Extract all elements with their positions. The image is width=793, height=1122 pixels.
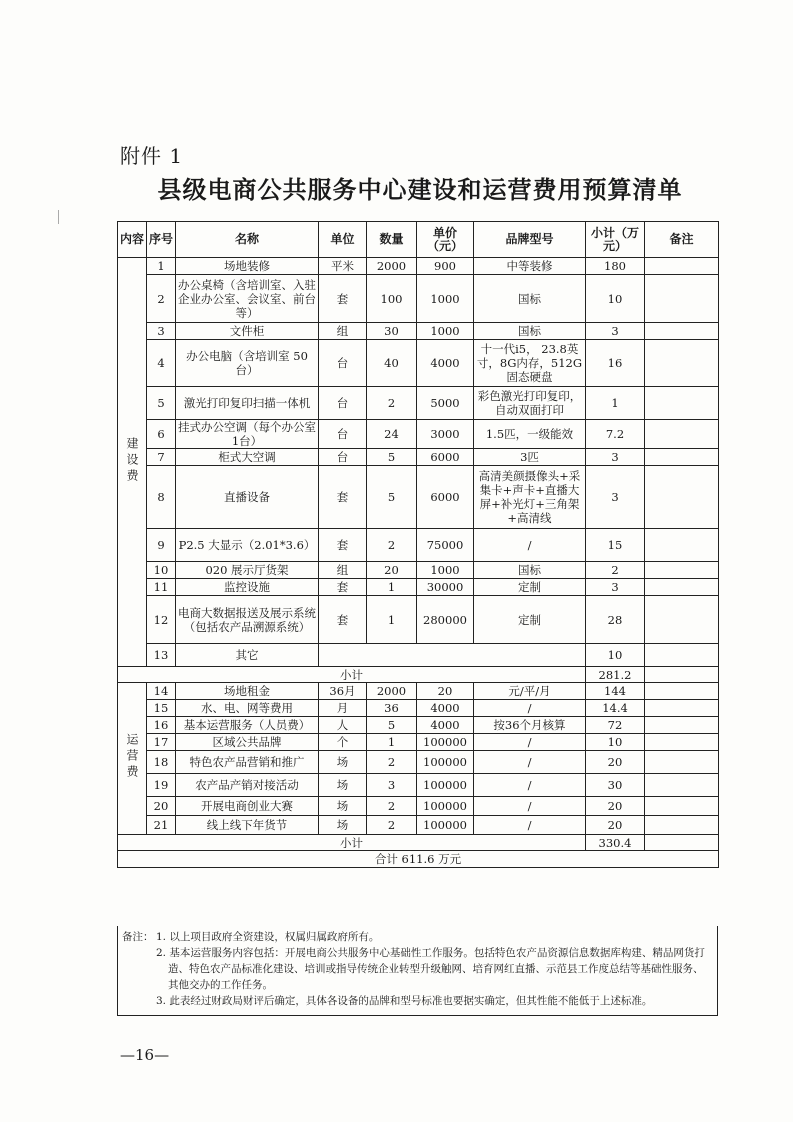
remark-cell xyxy=(645,700,719,717)
name-cell: 区域公共品牌 xyxy=(176,734,319,751)
remark-cell xyxy=(645,734,719,751)
note-item: 3. 此表经过财政局财评后确定，具体各设备的品牌和型号标准也要据实确定，但其性能不能低于上述标准。 xyxy=(156,995,653,1007)
price-cell: 1000 xyxy=(417,323,474,340)
subtotal-cell: 3 xyxy=(586,579,645,596)
brand-cell: 十一代i5， 23.8英寸，8G内存，512G固态硬盘 xyxy=(474,340,586,387)
seq-cell: 5 xyxy=(147,387,176,420)
table-row xyxy=(118,323,719,340)
unit-cell: 组 xyxy=(319,562,367,579)
remark-cell xyxy=(645,717,719,734)
price-cell: 4000 xyxy=(417,340,474,387)
unit-cell: 场 xyxy=(319,751,367,774)
qty-cell: 1 xyxy=(367,579,417,596)
brand-cell: 定制 xyxy=(474,579,586,596)
price-cell: 100000 xyxy=(417,734,474,751)
brand-cell: / xyxy=(474,751,586,774)
table-row xyxy=(118,420,719,449)
table-row xyxy=(118,275,719,323)
price-cell: 900 xyxy=(417,258,474,275)
qty-cell: 5 xyxy=(367,466,417,529)
name-cell: 挂式办公空调（每个办公室1台） xyxy=(176,420,319,449)
qty-cell: 5 xyxy=(367,449,417,466)
remark-cell xyxy=(645,835,719,851)
seq-cell: 7 xyxy=(147,449,176,466)
qty-cell: 2 xyxy=(367,797,417,816)
total-row xyxy=(118,851,719,868)
price-cell: 280000 xyxy=(417,596,474,644)
subtotal-cell: 72 xyxy=(586,717,645,734)
remark-cell xyxy=(645,340,719,387)
subtotal-cell: 10 xyxy=(586,275,645,323)
table-row xyxy=(118,466,719,529)
remark-cell xyxy=(645,774,719,797)
subtotal-cell: 20 xyxy=(586,816,645,835)
brand-cell: 国标 xyxy=(474,275,586,323)
remark-cell xyxy=(645,275,719,323)
remark-cell xyxy=(645,529,719,562)
remark-cell xyxy=(645,420,719,449)
operation-subtotal-row xyxy=(118,835,719,851)
table-row xyxy=(118,449,719,466)
name-cell: 场地装修 xyxy=(176,258,319,275)
subtotal-cell: 1 xyxy=(586,387,645,420)
name-cell: 激光打印复印扫描一体机 xyxy=(176,387,319,420)
subtotal-cell: 14.4 xyxy=(586,700,645,717)
price-cell: 3000 xyxy=(417,420,474,449)
table-body xyxy=(118,258,719,868)
table-row xyxy=(118,751,719,774)
unit-cell: 台 xyxy=(319,387,367,420)
notes-label: 备注： xyxy=(122,931,154,943)
brand-cell: 元/平/月 xyxy=(474,683,586,700)
price-cell: 100000 xyxy=(417,774,474,797)
seq-cell: 6 xyxy=(147,420,176,449)
seq-cell: 8 xyxy=(147,466,176,529)
price-cell: 5000 xyxy=(417,387,474,420)
empty-cell xyxy=(319,644,586,667)
brand-cell: / xyxy=(474,797,586,816)
price-cell: 6000 xyxy=(417,449,474,466)
scan-mark xyxy=(58,210,65,224)
table-row xyxy=(118,700,719,717)
unit-cell: 套 xyxy=(319,275,367,323)
remark-cell xyxy=(645,449,719,466)
unit-cell: 套 xyxy=(319,579,367,596)
seq-cell: 2 xyxy=(147,275,176,323)
table-row xyxy=(118,529,719,562)
qty-cell: 1 xyxy=(367,734,417,751)
brand-cell: 3匹 xyxy=(474,449,586,466)
name-cell: 电商大数据报送及展示系统（包括农产品溯源系统） xyxy=(176,596,319,644)
name-cell: 线上线下年货节 xyxy=(176,816,319,835)
remark-cell xyxy=(645,816,719,835)
header-subtotal: 小计（万元） xyxy=(586,222,645,258)
unit-cell: 平米 xyxy=(319,258,367,275)
brand-cell: 1.5匹，一级能效 xyxy=(474,420,586,449)
seq-cell: 16 xyxy=(147,717,176,734)
notes-body xyxy=(156,929,713,1009)
table-row xyxy=(118,683,719,700)
subtotal-cell: 3 xyxy=(586,449,645,466)
construction-subtotal-value: 281.2 xyxy=(586,667,645,683)
note-item: 1. 以上项目政府全资建设，权属归属政府所有。 xyxy=(156,931,380,943)
subtotal-cell: 28 xyxy=(586,596,645,644)
header-content: 内容 xyxy=(118,222,147,258)
price-cell: 100000 xyxy=(417,816,474,835)
unit-cell: 套 xyxy=(319,529,367,562)
unit-cell: 人 xyxy=(319,717,367,734)
table-row xyxy=(118,562,719,579)
name-cell: 水、电、网等费用 xyxy=(176,700,319,717)
price-cell: 6000 xyxy=(417,466,474,529)
attachment-label: 附件 1 xyxy=(120,144,184,168)
header-qty: 数量 xyxy=(367,222,417,258)
remark-cell xyxy=(645,683,719,700)
header-seq: 序号 xyxy=(147,222,176,258)
table-row xyxy=(118,734,719,751)
brand-cell: 定制 xyxy=(474,596,586,644)
name-cell: 开展电商创业大赛 xyxy=(176,797,319,816)
price-cell: 75000 xyxy=(417,529,474,562)
name-cell: 直播设备 xyxy=(176,466,319,529)
subtotal-cell: 20 xyxy=(586,797,645,816)
table-row xyxy=(118,797,719,816)
qty-cell: 2 xyxy=(367,751,417,774)
brand-cell: / xyxy=(474,774,586,797)
qty-cell: 2000 xyxy=(367,683,417,700)
brand-cell: / xyxy=(474,529,586,562)
unit-cell: 台 xyxy=(319,449,367,466)
price-cell: 30000 xyxy=(417,579,474,596)
unit-cell: 台 xyxy=(319,420,367,449)
price-cell: 4000 xyxy=(417,700,474,717)
qty-cell: 2 xyxy=(367,529,417,562)
remark-cell xyxy=(645,596,719,644)
seq-cell: 9 xyxy=(147,529,176,562)
table-row xyxy=(118,816,719,835)
seq-cell: 14 xyxy=(147,683,176,700)
header-unit: 单位 xyxy=(319,222,367,258)
notes-box xyxy=(117,926,718,1016)
brand-cell: / xyxy=(474,700,586,717)
construction-category: 建设费 xyxy=(125,436,139,485)
operation-category-cell xyxy=(118,683,147,835)
qty-cell: 2 xyxy=(367,816,417,835)
construction-subtotal-row xyxy=(118,667,719,683)
note-item: 2. 基本运营服务内容包括：开展电商公共服务中心基础性工作服务。包括特色农产品资源信息数据库构建、精品网货打造、特色农产品标准化建设、培训或指导传统企业转型升级触网、培育网红直播、示范县工作度总结等基础性服务、其他交办的工作任务。 xyxy=(156,947,705,991)
header-brand: 品牌型号 xyxy=(474,222,586,258)
seq-cell: 21 xyxy=(147,816,176,835)
table-row xyxy=(118,596,719,644)
seq-cell: 20 xyxy=(147,797,176,816)
seq-cell: 4 xyxy=(147,340,176,387)
subtotal-cell: 10 xyxy=(586,734,645,751)
seq-cell: 1 xyxy=(147,258,176,275)
table-row xyxy=(118,579,719,596)
remark-cell xyxy=(645,579,719,596)
unit-cell: 套 xyxy=(319,466,367,529)
subtotal-cell: 30 xyxy=(586,774,645,797)
seq-cell: 13 xyxy=(147,644,176,667)
total-cell: 合计 611.6 万元 xyxy=(118,851,719,868)
brand-cell: 国标 xyxy=(474,562,586,579)
name-cell: 020 展示厅货架 xyxy=(176,562,319,579)
name-cell: 柜式大空调 xyxy=(176,449,319,466)
header-remark: 备注 xyxy=(645,222,719,258)
header-row xyxy=(118,222,719,258)
table-row xyxy=(118,258,719,275)
unit-cell: 场 xyxy=(319,797,367,816)
price-cell: 100000 xyxy=(417,751,474,774)
table-row xyxy=(118,340,719,387)
seq-cell: 17 xyxy=(147,734,176,751)
subtotal-cell: 2 xyxy=(586,562,645,579)
seq-cell: 18 xyxy=(147,751,176,774)
price-cell: 20 xyxy=(417,683,474,700)
qty-cell: 3 xyxy=(367,774,417,797)
subtotal-cell: 144 xyxy=(586,683,645,700)
page-number: —16— xyxy=(120,1046,170,1064)
unit-cell: 台 xyxy=(319,340,367,387)
table-row xyxy=(118,774,719,797)
name-cell: P2.5 大显示（2.01*3.6） xyxy=(176,529,319,562)
subtotal-cell: 3 xyxy=(586,466,645,529)
name-cell: 办公桌椅（含培训室、入驻 企业办公室、会议室、前台 等） xyxy=(176,275,319,323)
name-cell: 其它 xyxy=(176,644,319,667)
remark-cell xyxy=(645,751,719,774)
qty-cell: 2 xyxy=(367,387,417,420)
seq-cell: 12 xyxy=(147,596,176,644)
unit-cell: 月 xyxy=(319,700,367,717)
name-cell: 特色农产品营销和推广 xyxy=(176,751,319,774)
page-title: 县级电商公共服务中心建设和运营费用预算清单 xyxy=(157,175,683,204)
qty-cell: 5 xyxy=(367,717,417,734)
price-cell: 100000 xyxy=(417,797,474,816)
brand-cell: 国标 xyxy=(474,323,586,340)
qty-cell: 1 xyxy=(367,596,417,644)
remark-cell xyxy=(645,466,719,529)
remark-cell xyxy=(645,323,719,340)
unit-cell: 36月 xyxy=(319,683,367,700)
subtotal-cell: 16 xyxy=(586,340,645,387)
table-row xyxy=(118,717,719,734)
subtotal-cell: 7.2 xyxy=(586,420,645,449)
seq-cell: 15 xyxy=(147,700,176,717)
budget-table xyxy=(117,221,719,868)
brand-cell: 高清美颜摄像头+采集卡+声卡+直播大屏+补光灯+三角架+高清线 xyxy=(474,466,586,529)
seq-cell: 11 xyxy=(147,579,176,596)
price-cell: 4000 xyxy=(417,717,474,734)
construction-subtotal-label: 小计 xyxy=(118,667,586,683)
subtotal-cell: 180 xyxy=(586,258,645,275)
table-row xyxy=(118,644,719,667)
unit-cell: 场 xyxy=(319,774,367,797)
operation-subtotal-value: 330.4 xyxy=(586,835,645,851)
qty-cell: 30 xyxy=(367,323,417,340)
construction-category-cell xyxy=(118,258,147,667)
name-cell: 文件柜 xyxy=(176,323,319,340)
brand-cell: 彩色激光打印复印，自动双面打印 xyxy=(474,387,586,420)
table-row xyxy=(118,387,719,420)
seq-cell: 19 xyxy=(147,774,176,797)
remark-cell xyxy=(645,644,719,667)
subtotal-cell: 20 xyxy=(586,751,645,774)
unit-cell: 场 xyxy=(319,816,367,835)
remark-cell xyxy=(645,797,719,816)
remark-cell xyxy=(645,562,719,579)
price-cell: 1000 xyxy=(417,275,474,323)
seq-cell: 10 xyxy=(147,562,176,579)
brand-cell: 中等装修 xyxy=(474,258,586,275)
brand-cell: / xyxy=(474,734,586,751)
operation-subtotal-label: 小计 xyxy=(118,835,586,851)
unit-cell: 组 xyxy=(319,323,367,340)
subtotal-cell: 10 xyxy=(586,644,645,667)
header-price: 单价（元） xyxy=(417,222,474,258)
subtotal-cell: 3 xyxy=(586,323,645,340)
unit-cell: 套 xyxy=(319,596,367,644)
name-cell: 场地租金 xyxy=(176,683,319,700)
brand-cell: 按36个月核算 xyxy=(474,717,586,734)
brand-cell: / xyxy=(474,816,586,835)
seq-cell: 3 xyxy=(147,323,176,340)
qty-cell: 20 xyxy=(367,562,417,579)
qty-cell: 24 xyxy=(367,420,417,449)
name-cell: 农产品产销对接活动 xyxy=(176,774,319,797)
operation-category: 运营费 xyxy=(125,733,139,781)
name-cell: 基本运营服务（人员费） xyxy=(176,717,319,734)
remark-cell xyxy=(645,667,719,683)
qty-cell: 40 xyxy=(367,340,417,387)
header-name: 名称 xyxy=(176,222,319,258)
name-cell: 办公电脑（含培训室 50台） xyxy=(176,340,319,387)
qty-cell: 100 xyxy=(367,275,417,323)
price-cell: 1000 xyxy=(417,562,474,579)
unit-cell: 个 xyxy=(319,734,367,751)
remark-cell xyxy=(645,258,719,275)
subtotal-cell: 15 xyxy=(586,529,645,562)
qty-cell: 2000 xyxy=(367,258,417,275)
name-cell: 监控设施 xyxy=(176,579,319,596)
qty-cell: 36 xyxy=(367,700,417,717)
remark-cell xyxy=(645,387,719,420)
